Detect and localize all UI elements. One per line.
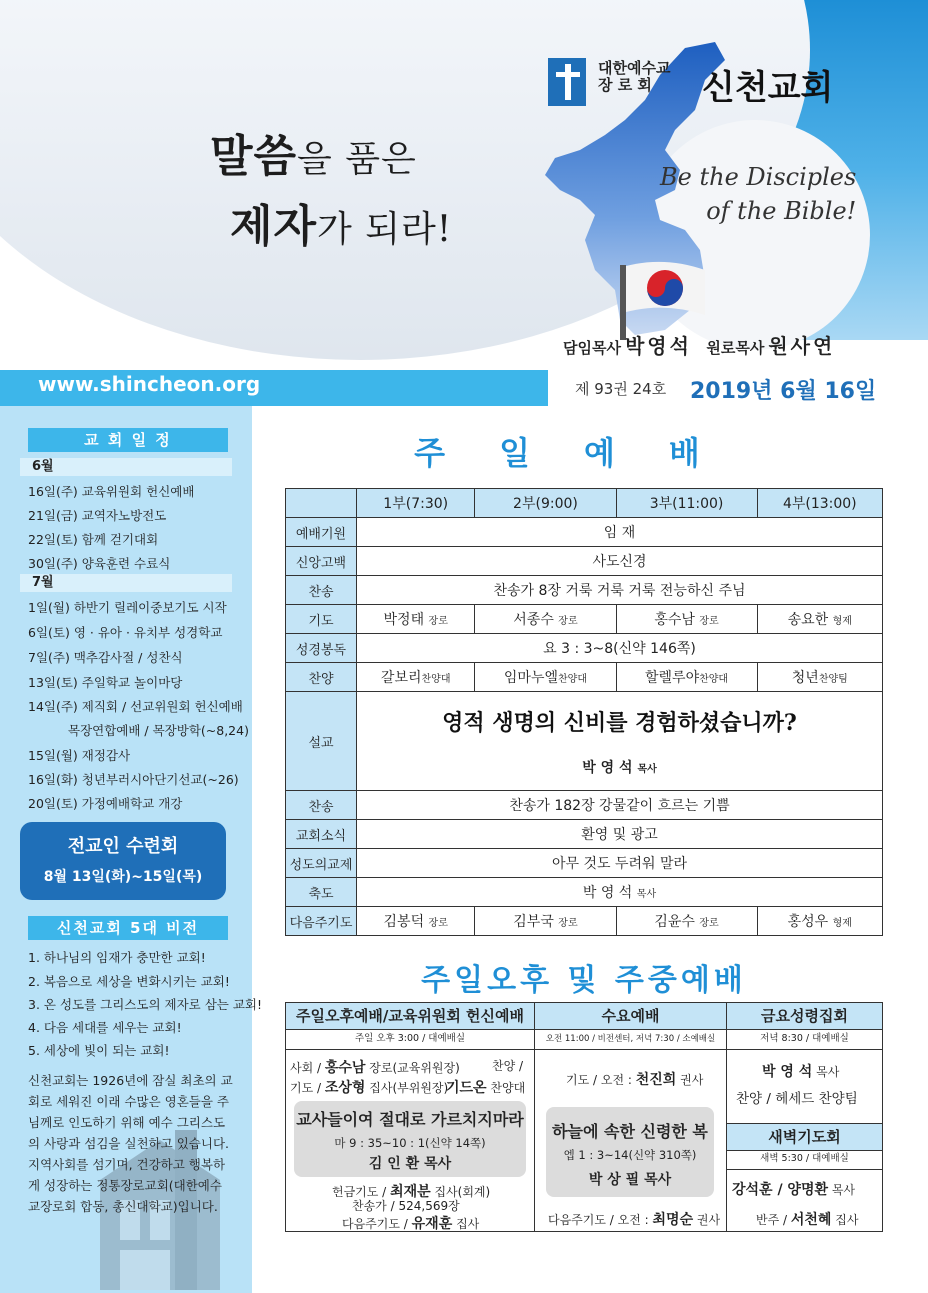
- choir-cell: 갈보리찬양대: [357, 663, 475, 692]
- row-label: 성도의교제: [286, 849, 357, 878]
- website-link[interactable]: www.shincheon.org: [38, 372, 261, 396]
- schedule-item: 30일(주) 양육훈련 수료식: [28, 556, 171, 571]
- table-corner: [286, 489, 357, 518]
- schedule-item: 15일(월) 재정감사: [28, 748, 131, 763]
- table-row: [286, 791, 883, 820]
- prayer-cell: 박정태 장로: [357, 605, 475, 634]
- denomination: 대한예수교 장 로 회: [598, 59, 671, 94]
- table-row: [286, 576, 883, 605]
- schedule-item: 7일(주) 맥추감사절 / 성찬식: [28, 650, 183, 665]
- afternoon-praise-label: 찬양 /: [492, 1059, 524, 1073]
- afternoon-sermon-ref: 마 9 : 35~10 : 1(신약 14쪽): [334, 1136, 486, 1150]
- wednesday-prayer: 기도 / 오전 : 천진희 권사: [566, 1072, 704, 1088]
- vision-item: 2. 복음으로 세상을 변화시키는 교회!: [28, 974, 230, 989]
- month-july: 7월: [20, 574, 232, 592]
- afternoon-preacher: 김 인 환 목사: [368, 1156, 452, 1172]
- afternoon-hymn: 찬송가 / 524,569장: [352, 1199, 460, 1213]
- church-name: 신천교회: [702, 68, 834, 108]
- sermon-title: 영적 생명의 신비를 경험하셨습니까?: [442, 709, 797, 736]
- row-label: 성경봉독: [286, 634, 357, 663]
- issue-number: 제 93권 24호: [575, 380, 667, 398]
- retreat-title: 전교인 수련회: [67, 836, 179, 857]
- dawn-prayer-heading: 새벽기도회: [727, 1123, 882, 1151]
- table-header-row: [286, 489, 883, 518]
- sermon-cell: [357, 692, 883, 791]
- row-label: 찬송: [286, 576, 357, 605]
- dawn-prayer-time: 새벽 5:30 / 대예배실: [727, 1149, 882, 1170]
- service-3-header: 3부(11:00): [616, 489, 757, 518]
- table-row: [286, 605, 883, 634]
- vision-item: 5. 세상에 빛이 되는 교회!: [28, 1043, 170, 1058]
- friday-preacher: 박 영 석 목사: [762, 1064, 840, 1080]
- table-row: [286, 634, 883, 663]
- schedule-item: 1일(월) 하반기 릴레이중보기도 시작: [28, 600, 227, 615]
- schedule-item: 16일(화) 청년부러시아단기선교(~26): [28, 772, 239, 787]
- row-value: 아무 것도 두려워 말라: [357, 849, 883, 878]
- accompanist: 반주 / 서천혜 집사: [756, 1212, 859, 1228]
- weekday-services-panel: [285, 1002, 883, 1232]
- row-label: 예배기원: [286, 518, 357, 547]
- choir-cell: 임마누엘찬양대: [475, 663, 616, 692]
- prayer-cell: 서종수 장로: [475, 605, 616, 634]
- afternoon-service-title: 주일오후 및 주중예배: [421, 963, 747, 998]
- schedule-item: 16일(주) 교육위원회 헌신예배: [28, 484, 195, 499]
- schedule-item: 21일(금) 교역자노방전도: [28, 508, 167, 523]
- wednesday-preacher: 박 상 필 목사: [588, 1172, 672, 1188]
- next-prayer-cell: 김봉덕 장로: [357, 907, 475, 936]
- schedule-item: 목장연합예배 / 목장방학(~8,24): [68, 723, 249, 738]
- retreat-box: [20, 822, 226, 900]
- row-value: 찬송가 8장 거룩 거룩 거룩 전능하신 주님: [357, 576, 883, 605]
- schedule-item: 13일(토) 주일학교 놀이마당: [28, 675, 183, 690]
- row-label: 기도: [286, 605, 357, 634]
- wednesday-sermon-box: [546, 1107, 714, 1197]
- vision-item: 1. 하나님의 임재가 충만한 교회!: [28, 950, 206, 965]
- afternoon-choir: 기드온 찬양대: [446, 1080, 526, 1096]
- schedule-item: 6일(토) 영 · 유아 · 유치부 성경학교: [28, 625, 223, 640]
- table-row: [286, 518, 883, 547]
- headline-line-2: 제자가 되라!: [230, 201, 453, 252]
- table-row: [286, 663, 883, 692]
- service-4-header: 4부(13:00): [757, 489, 882, 518]
- table-row: [286, 547, 883, 576]
- choir-cell: 할렐루야찬양대: [616, 663, 757, 692]
- sermon-preacher: 박 영 석 목사: [582, 759, 657, 776]
- prayer-cell: 홍수남 장로: [616, 605, 757, 634]
- header-banner: [0, 0, 928, 370]
- cross-icon-bar: [556, 72, 580, 77]
- bulletin-date: 2019년 6월 16일: [690, 379, 877, 404]
- row-label: 축도: [286, 878, 357, 907]
- wednesday-service-time: 오전 11:00 / 비전센터, 저녁 7:30 / 소예배실: [535, 1029, 726, 1050]
- service-1-header: 1부(7:30): [357, 489, 475, 518]
- row-label: 다음주기도: [286, 907, 357, 936]
- table-row: [286, 878, 883, 907]
- table-row: [286, 692, 883, 791]
- service-2-header: 2부(9:00): [475, 489, 616, 518]
- dawn-preachers: 강석훈 / 양명환 목사: [732, 1182, 856, 1198]
- friday-praise: 찬양 / 헤세드 찬양팀: [736, 1091, 858, 1107]
- month-june: 6월: [20, 458, 232, 476]
- retreat-date: 8월 13일(화)~15일(목): [43, 869, 203, 885]
- row-value: 환영 및 광고: [357, 820, 883, 849]
- pastors-line: 담임목사 박영석 원로목사 원사연: [563, 334, 836, 358]
- cross-icon: [565, 64, 571, 100]
- row-value: 찬송가 182장 강물같이 흐르는 기쁨: [357, 791, 883, 820]
- choir-cell: 청년찬양팀: [757, 663, 882, 692]
- afternoon-service-heading: 주일오후예배/교육위원회 헌신예배: [286, 1003, 534, 1030]
- afternoon-leader: 사회 / 홍수남 장로(교육위원장): [290, 1060, 460, 1076]
- vision-heading: 신천교회 5대 비전: [28, 916, 228, 940]
- row-value: 임 재: [357, 518, 883, 547]
- afternoon-sermon-box: [294, 1101, 526, 1177]
- afternoon-sermon-title: 교사들이여 절대로 가르치지마라: [296, 1110, 524, 1129]
- schedule-item: 22일(토) 함께 걷기대회: [28, 532, 159, 547]
- wednesday-sermon-title: 하늘에 속한 신령한 복: [552, 1122, 708, 1141]
- wednesday-sermon-ref: 엡 1 : 3~14(신약 310쪽): [563, 1148, 697, 1162]
- flagpole: [620, 265, 626, 340]
- table-row: [286, 849, 883, 878]
- prayer-cell: 송요한 형제: [757, 605, 882, 634]
- friday-service-heading: 금요성령집회: [727, 1003, 882, 1030]
- vision-item: 3. 온 성도를 그리스도의 제자로 삼는 교회!: [28, 997, 262, 1012]
- row-value: 사도신경: [357, 547, 883, 576]
- sunday-service-table: [285, 488, 883, 936]
- table-row: [286, 820, 883, 849]
- afternoon-next-prayer: 다음주기도 / 유재훈 집사: [342, 1216, 480, 1232]
- row-value: 박 영 석 목사: [357, 878, 883, 907]
- vision-item: 4. 다음 세대를 세우는 교회!: [28, 1020, 182, 1035]
- row-value: 요 3 : 3~8(신약 146쪽): [357, 634, 883, 663]
- afternoon-prayer: 기도 / 조상형 집사(부위원장): [290, 1080, 449, 1096]
- row-label: 교회소식: [286, 820, 357, 849]
- afternoon-service-time: 주일 오후 3:00 / 대예배실: [286, 1029, 534, 1050]
- sunday-service-title: 주일예배: [414, 434, 754, 472]
- row-label: 찬양: [286, 663, 357, 692]
- next-prayer-cell: 김부국 장로: [475, 907, 616, 936]
- friday-service-time: 저녁 8:30 / 대예배실: [727, 1029, 882, 1050]
- schedule-item: 20일(토) 가정예배학교 개강: [28, 796, 183, 811]
- row-label: 신앙고백: [286, 547, 357, 576]
- wednesday-service-heading: 수요예배: [535, 1003, 726, 1030]
- next-prayer-cell: 홍성우 형제: [757, 907, 882, 936]
- church-introduction: 신천교회는 1926년에 잠실 최초의 교회로 세워진 이래 수많은 영혼들을 주님께로 인도하기 위해 예수 그리스도의 사랑과 섬김을 실천하고 있습니다. 지역사회를 섬기며, 건강하고 행복하게 성장하는 정통장로교회(대한예수교장로회 합동, 총신대학교)입니다.: [28, 1073, 233, 1214]
- table-row: [286, 907, 883, 936]
- row-label: 설교: [286, 692, 357, 791]
- afternoon-offering: 헌금기도 / 최재분 집사(회계): [332, 1184, 491, 1200]
- motto: Be the Disciples of the Bible!: [660, 163, 857, 225]
- next-prayer-cell: 김윤수 장로: [616, 907, 757, 936]
- wednesday-next-prayer: 다음주기도 / 오전 : 최명순 권사: [548, 1212, 721, 1228]
- headline-line-1: 말씀을 품은: [210, 131, 417, 182]
- schedule-heading: 교 회 일 정: [28, 428, 228, 452]
- schedule-item: 14일(주) 제직회 / 선교위원회 헌신예배: [28, 699, 243, 714]
- row-label: 찬송: [286, 791, 357, 820]
